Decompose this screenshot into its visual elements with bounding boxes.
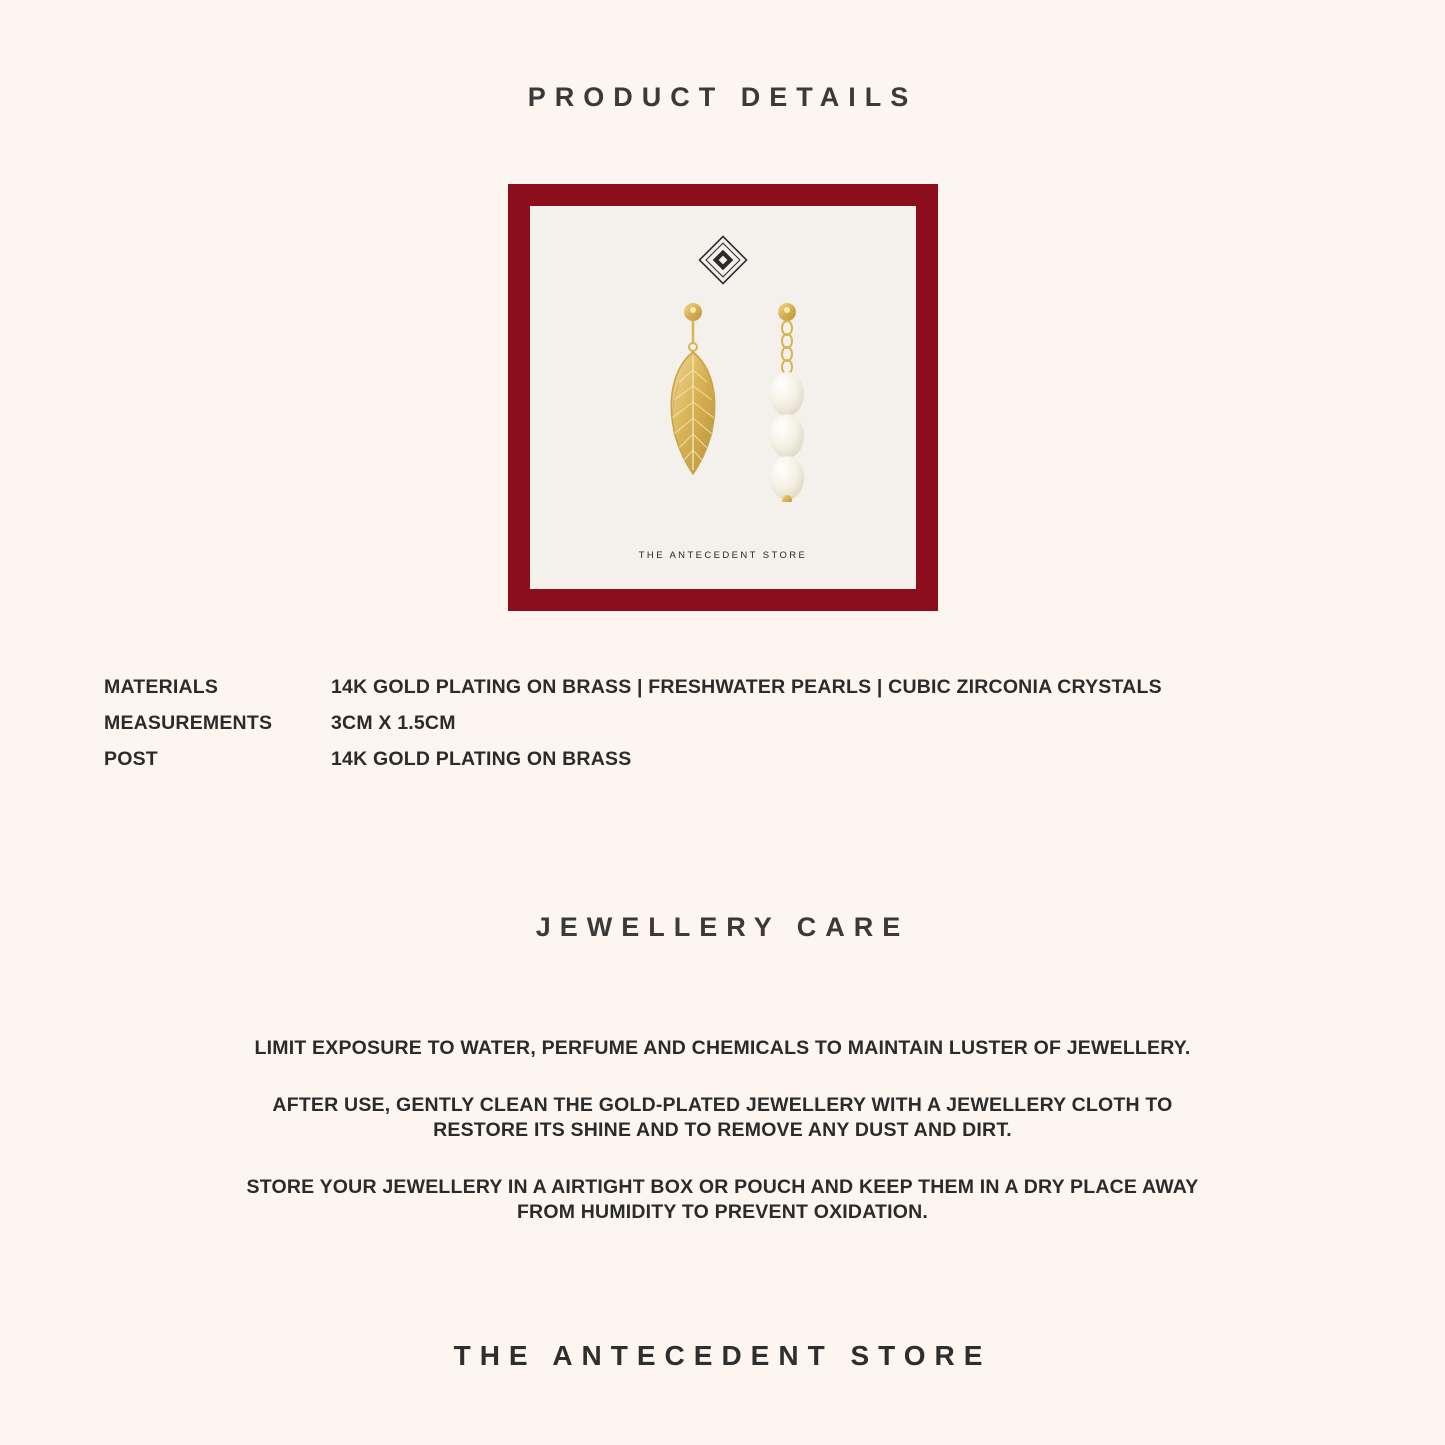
diamond-monogram-icon bbox=[697, 234, 749, 286]
spec-label-post: POST bbox=[104, 748, 158, 770]
table-row bbox=[104, 712, 1344, 735]
list-item: LIMIT EXPOSURE TO WATER, PERFUME AND CHEMICALS TO MAINTAIN LUSTER OF JEWELLERY. bbox=[254, 1037, 1191, 1059]
card-brand-caption: THE ANTECEDENT STORE bbox=[638, 550, 808, 561]
footer-brand: THE ANTECEDENT STORE bbox=[453, 1340, 992, 1371]
table-row bbox=[104, 676, 1344, 699]
product-image-card bbox=[508, 184, 938, 611]
spec-value-post: 14K GOLD PLATING ON BRASS bbox=[331, 748, 632, 770]
gold-leaf-drop-earring bbox=[648, 302, 738, 492]
freshwater-pearl-drop-earring bbox=[752, 302, 822, 502]
jewellery-care-title: JEWELLERY CARE bbox=[535, 912, 910, 942]
spec-value-measurements: 3CM X 1.5CM bbox=[331, 712, 456, 734]
list-item: STORE YOUR JEWELLERY IN A AIRTIGHT BOX OR POUCH AND KEEP THEM IN A DRY PLACE AWAY FROM HUMIDITY TO PREVENT OXIDATION. bbox=[246, 1176, 1199, 1223]
product-card-inner bbox=[530, 206, 916, 589]
spec-label-measurements: MEASUREMENTS bbox=[104, 712, 273, 734]
page-title: PRODUCT DETAILS bbox=[527, 82, 918, 112]
care-instructions-list bbox=[0, 1036, 1445, 1225]
product-specs-table bbox=[104, 676, 1344, 784]
list-item: AFTER USE, GENTLY CLEAN THE GOLD-PLATED JEWELLERY WITH A JEWELLERY CLOTH TO RESTORE ITS SHINE AND TO REMOVE ANY DUST AND DIRT. bbox=[272, 1094, 1173, 1141]
spec-label-materials: MATERIALS bbox=[104, 676, 219, 698]
table-row bbox=[104, 748, 1344, 771]
spec-value-materials: 14K GOLD PLATING ON BRASS | FRESHWATER PEARLS | CUBIC ZIRCONIA CRYSTALS bbox=[331, 676, 1162, 698]
